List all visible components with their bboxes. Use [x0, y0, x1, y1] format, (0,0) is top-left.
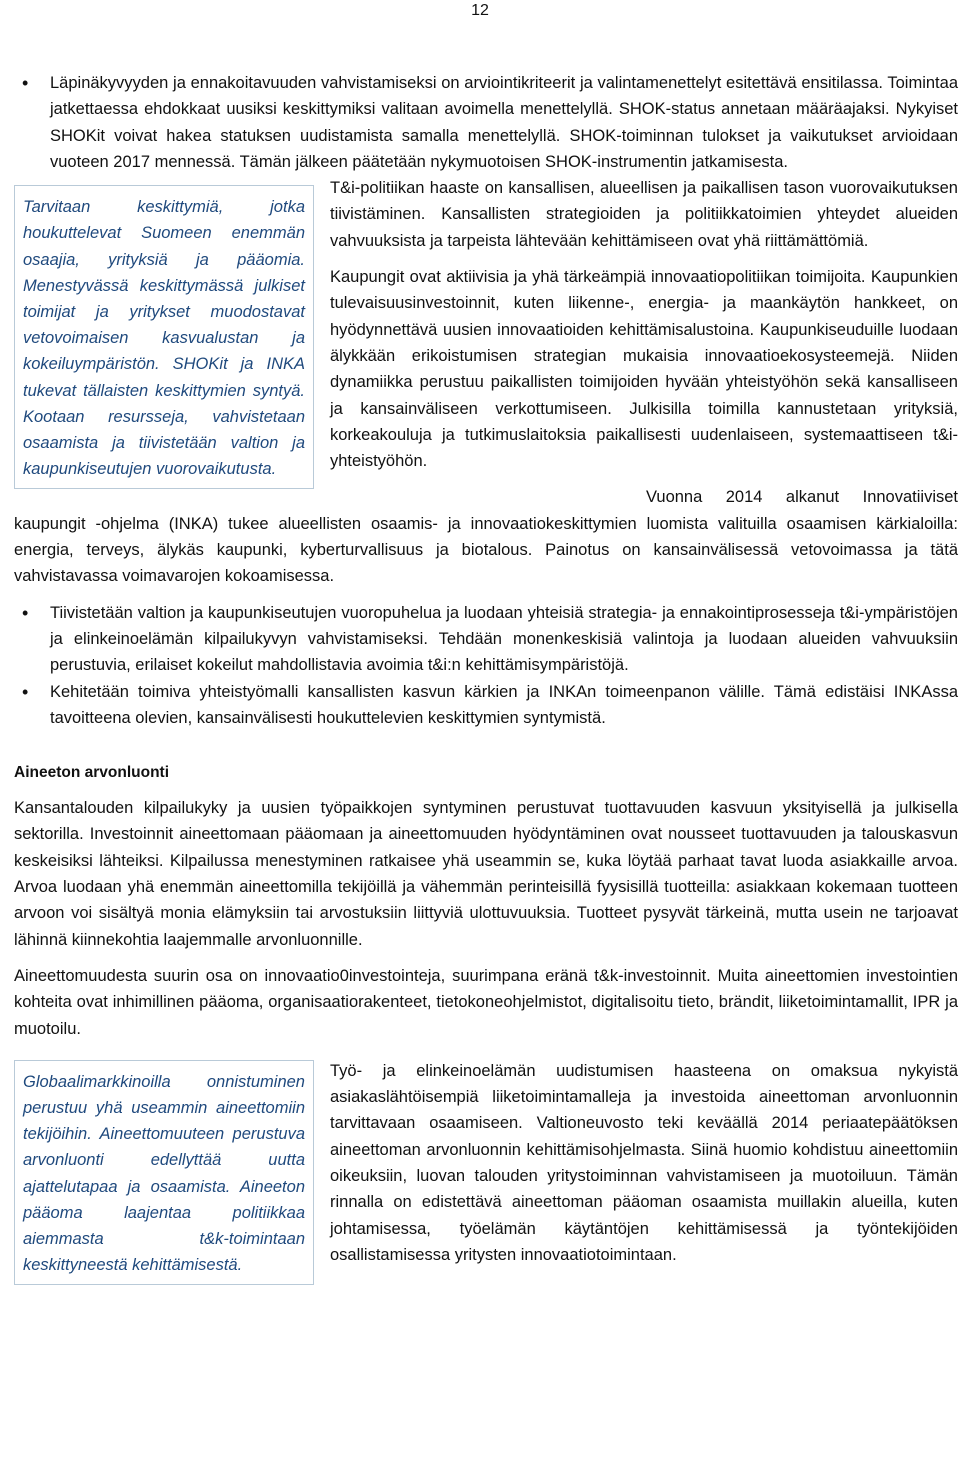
- bullet-list-middle: [14, 600, 958, 731]
- paragraph: Kaupungit ovat aktiivisia ja yhä tärkeämpiä innovaatiopolitiikan toimijoita. Kaupunkien tulevaisuusinvestoinnit, kuten liikenne-, energia- ja maankäytön hankkeet, on hyödynnettävä uusien innovaatioiden kehittämisalustoina. Kaupunkiseuduille luodaan älykkään erikoistumisen strategian mukaisia innovaatioekosysteemejä. Niiden dynamiikka perustuu paikallisten toimijoiden hyvään yhteistyöhön sekä kansalliseen ja kansainväliseen verkottumiseen. Julkisilla toimilla kannustetaan yrityksiä, korkeakouluja ja tutkimuslaitoksia paikallisesti uudenlaiseen, systemaattiseen t&i-yhteistyöhön.: [330, 268, 958, 471]
- paragraph: Aineettomuudesta suurin osa on innovaatio0investointeja, suurimpana eränä t&k-investoinnit. Muita aineettomien investointien kohteita ovat inhimillinen pääoma, organisaatiorakenteet, tietokoneohjelmistot, digitalisoitu tieto, brändit, liiketoimintamallit, IPR ja muotoilu.: [14, 966, 958, 1038]
- paragraph: Vuonna 2014 alkanut Innovatiiviset kaupungit -ohjelma (INKA) tukee alueellisten osaamis- ja innovaatiokeskittymien luomista valituilla osaamisen kärkialoilla: energia, terveys, älykäs kaupunki, kyberturvallisuus ja biotalous. Painotus on kansainvälisessä vetovoimassa ja tätä vahvistavassa voimavarojen kokoamisessa.: [14, 488, 958, 586]
- bullet-list-top: [14, 70, 958, 175]
- paragraph: T&i-politiikan haaste on kansallisen, alueellisen ja paikallisen tason vuorovaikutuksen tiivistäminen. Kansallisten strategioiden ja politiikkatoimien yhteydet alueiden vahvuuksista ja tarpeista lähtevään kehittämiseen ovat yhä riittämättömiä.: [330, 179, 958, 250]
- highlight-box-keskittymat: [14, 185, 314, 489]
- section-heading: Aineeton arvonluonti: [14, 764, 169, 782]
- bullet-item: • Kehitetään toimiva yhteistyömalli kansallisten kasvun kärkien ja INKAn toimeenpanon välille. Tämä edistäisi INKAssa tavoitteena olevien, kansainvälisesti houkuttelevien keskittymien syntymistä.: [14, 679, 958, 732]
- paragraph: Kansantalouden kilpailukyky ja uusien työpaikkojen syntyminen perustuvat tuottavuuden kasvuun yksityisellä ja julkisella sektorilla. Investoinnit aineettomaan pääomaan ja aineettomuuden hyödyntäminen ovat nousseet tuottavuuden ja talouskasvun keskeisiksi lähteiksi. Kilpailussa menestyminen ratkaisee yhä useammin se, kuka löytää parhaat tavat luoda asiakkaille arvoa. Arvoa luodaan yhä enemmän aineettomilla tekijöillä ja vähemmän perinteisillä fyysisillä tuotteilla: asiakkaan kokemaan tuotteen arvoon voi sisältyä monia elämyksiin tai arvostuksiin liittyviä ulottuvuuksia. Tuotteet pysyvät tärkeinä, mutta usein ne tarjoavat lähinnä kiinnekohtia laajemmalle arvonluonnille.: [14, 799, 958, 949]
- highlight-box-text: Globaalimarkkinoilla onnistuminen perustuu yhä useammin aineettomiin tekijöihin. Aineettomuuteen perustuva arvonluonti edellyttää uutta ajattelutapaa ja osaamista. Aineeton pääoma laajentaa politiikkaa aiemmasta t&k-toimintaan keskittyneestä kehittämisestä.: [23, 1072, 305, 1275]
- paragraph: Työ- ja elinkeinoelämän uudistumisen haasteena on omaksua nykyistä asiakaslähtöisempiä liiketoimintamalleja ja investoida aineettoman arvonluonnin tarvittavaan osaamiseen. Valtioneuvosto teki keväällä 2014 periaatepäätöksen aineettoman arvonluonnin kehittämisohjelmasta. Siinä huomio kohdistuu aineettomiin oikeuksiin, luovan talouden yritystoiminnan vahvistamiseen ja muotoiluun. Tämän rinnalla on edistettävä aineettoman pääoman osaamista muillakin alueilla, kuten johtamisessa, työelämän käytäntöjen kehittämisessä ja työntekijöiden osallistamisessa yritysten innovaatiotoimintaan.: [330, 1061, 958, 1264]
- document-body: [14, 70, 958, 1285]
- highlight-box-text: Tarvitaan keskittymiä, jotka houkuttelevat Suomeen enemmän osaajia, yrityksiä ja pääomia. Menestyvässä keskittymässä julkiset toimijat ja yritykset muodostavat vetovoimaisen kasvualustan ja kokeiluympäristön. SHOKit ja INKA tukevat tällaisten keskittymien syntyä. Kootaan resursseja, vahvistetaan osaamista ja tiivistetään valtion ja kaupunkiseutujen vuorovaikutusta.: [23, 198, 305, 479]
- highlight-box-aineeton: [14, 1060, 314, 1286]
- bullet-item: • Läpinäkyvyyden ja ennakoitavuuden vahvistamiseksi on arviointikriteerit ja valintamenettelyt esitettävä ensitilassa. Toimintaa jatkettaessa ehdokkaat uusiksi keskittymiksi valitaan avoimella menettelyllä. SHOK-status annetaan määräajaksi. Nykyiset SHOKit voivat hakea statuksen uudistamista samalla menettelyllä. SHOK-toiminnan tulokset ja vaikutukset arvioidaan vuoteen 2017 mennessä. Tämän jälkeen päätetään nykymuotoisen SHOK-instrumentin jatkamisesta.: [14, 70, 958, 175]
- bullet-item: • Tiivistetään valtion ja kaupunkiseutujen vuoropuhelua ja luodaan yhteisiä strategia- ja ennakointiprosesseja t&i-ympäristöjen ja elinkeinoelämän kilpailukyvyn vahvistamiseksi. Tehdään monenkeskisiä valintoja ja luodaan alueiden vahvuuksiin perustuvia, erilaiset kokeilut mahdollistavia avoimia t&i:n kehittämisympäristöjä.: [14, 600, 958, 679]
- page-number: 12: [471, 2, 489, 19]
